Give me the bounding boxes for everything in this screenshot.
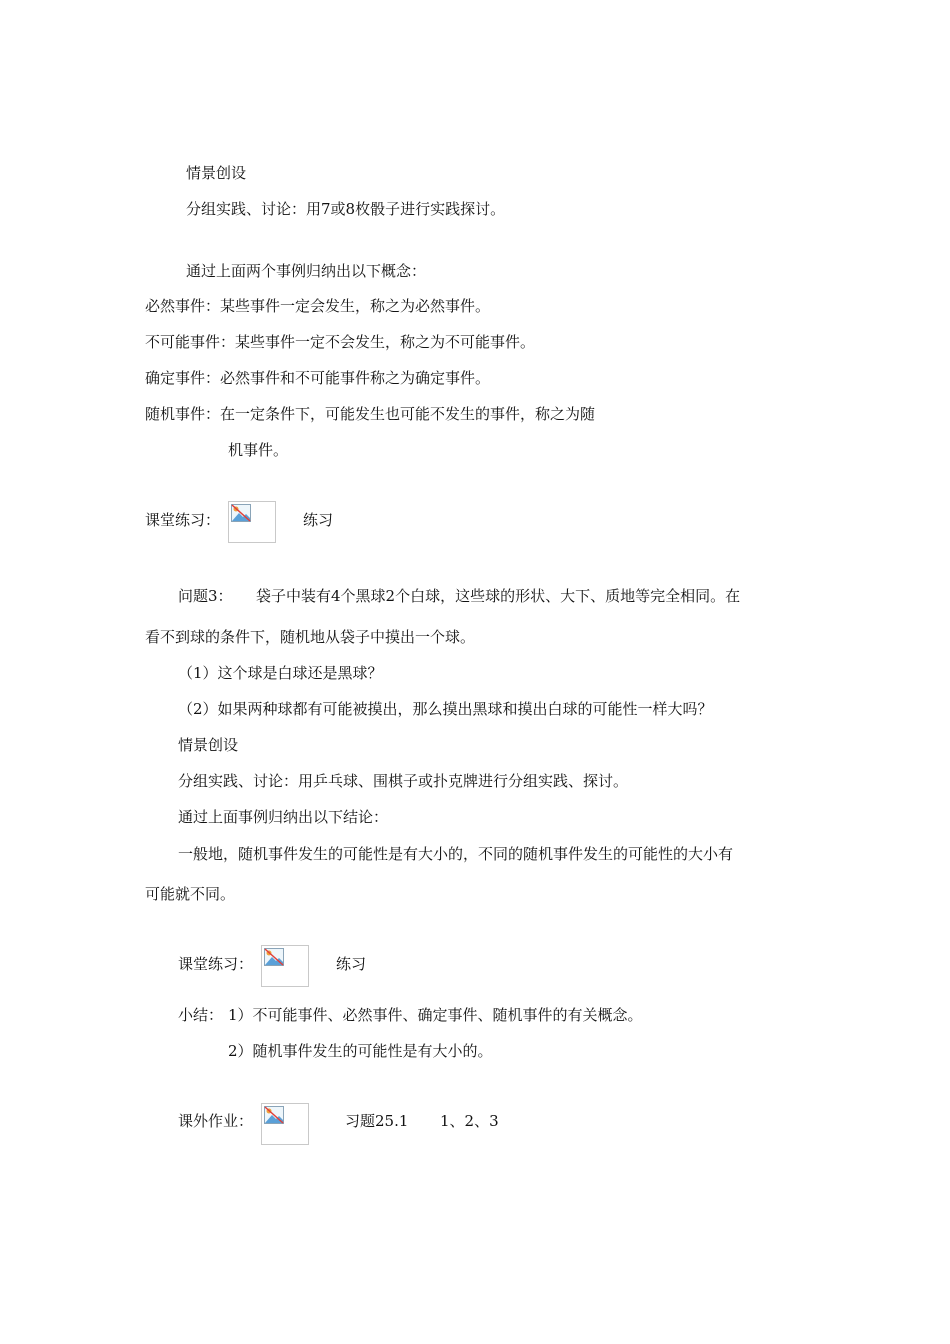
broken-image-icon	[261, 1103, 309, 1145]
section2-activity: 分组实践、讨论：用乒乓球、围棋子或扑克牌进行分组实践、探讨。	[178, 772, 629, 790]
summary-item2: 2）随机事件发生的可能性是有大小的。	[228, 1042, 493, 1060]
definition-random-event-cont: 机事件。	[228, 441, 289, 459]
section1-activity: 分组实践、讨论：用7或8枚骰子进行实践探讨。	[186, 200, 506, 218]
homework-label: 课外作业：	[178, 1112, 254, 1130]
definition-certain-event: 必然事件：某些事件一定会发生，称之为必然事件。	[145, 297, 491, 315]
definition-random-event: 随机事件：在一定条件下，可能发生也可能不发生的事件，称之为随	[145, 405, 596, 423]
broken-image-icon	[261, 945, 309, 987]
problem3-text: 袋子中装有4个黑球2个白球，这些球的形状、大下、质地等完全相同。在	[256, 587, 741, 605]
practice2-label: 课堂练习：	[178, 955, 254, 973]
section2-conclusion: 一般地，随机事件发生的可能性是有大小的，不同的随机事件发生的可能性的大小有	[178, 845, 734, 863]
definition-impossible-event: 不可能事件：某些事件一定不会发生，称之为不可能事件。	[145, 333, 536, 351]
homework-items: 1、2、3	[440, 1112, 499, 1130]
problem3-label: 问题3：	[178, 587, 233, 605]
section2-intro: 通过上面事例归纳出以下结论：	[178, 808, 389, 826]
definition-determined-event: 确定事件：必然事件和不可能事件称之为确定事件。	[145, 369, 491, 387]
summary-item1: 1）不可能事件、必然事件、确定事件、随机事件的有关概念。	[228, 1006, 643, 1024]
problem3-question2: （2）如果两种球都有可能被摸出，那么摸出黑球和摸出白球的可能性一样大吗？	[178, 700, 713, 718]
section1-heading: 情景创设	[186, 164, 247, 182]
problem3-question1: （1）这个球是白球还是黑球？	[178, 664, 383, 682]
problem3-text-cont: 看不到球的条件下，随机地从袋子中摸出一个球。	[145, 628, 476, 646]
section2-conclusion-cont: 可能就不同。	[145, 885, 236, 903]
practice1-label: 课堂练习：	[145, 511, 221, 529]
section2-heading: 情景创设	[178, 736, 239, 754]
broken-image-icon	[228, 501, 276, 543]
practice1-text: 练习	[303, 511, 334, 529]
homework-text: 习题25.1	[345, 1112, 409, 1130]
practice2-text: 练习	[336, 955, 367, 973]
section1-intro: 通过上面两个事例归纳出以下概念：	[186, 262, 427, 280]
summary-label: 小结：	[178, 1006, 224, 1024]
